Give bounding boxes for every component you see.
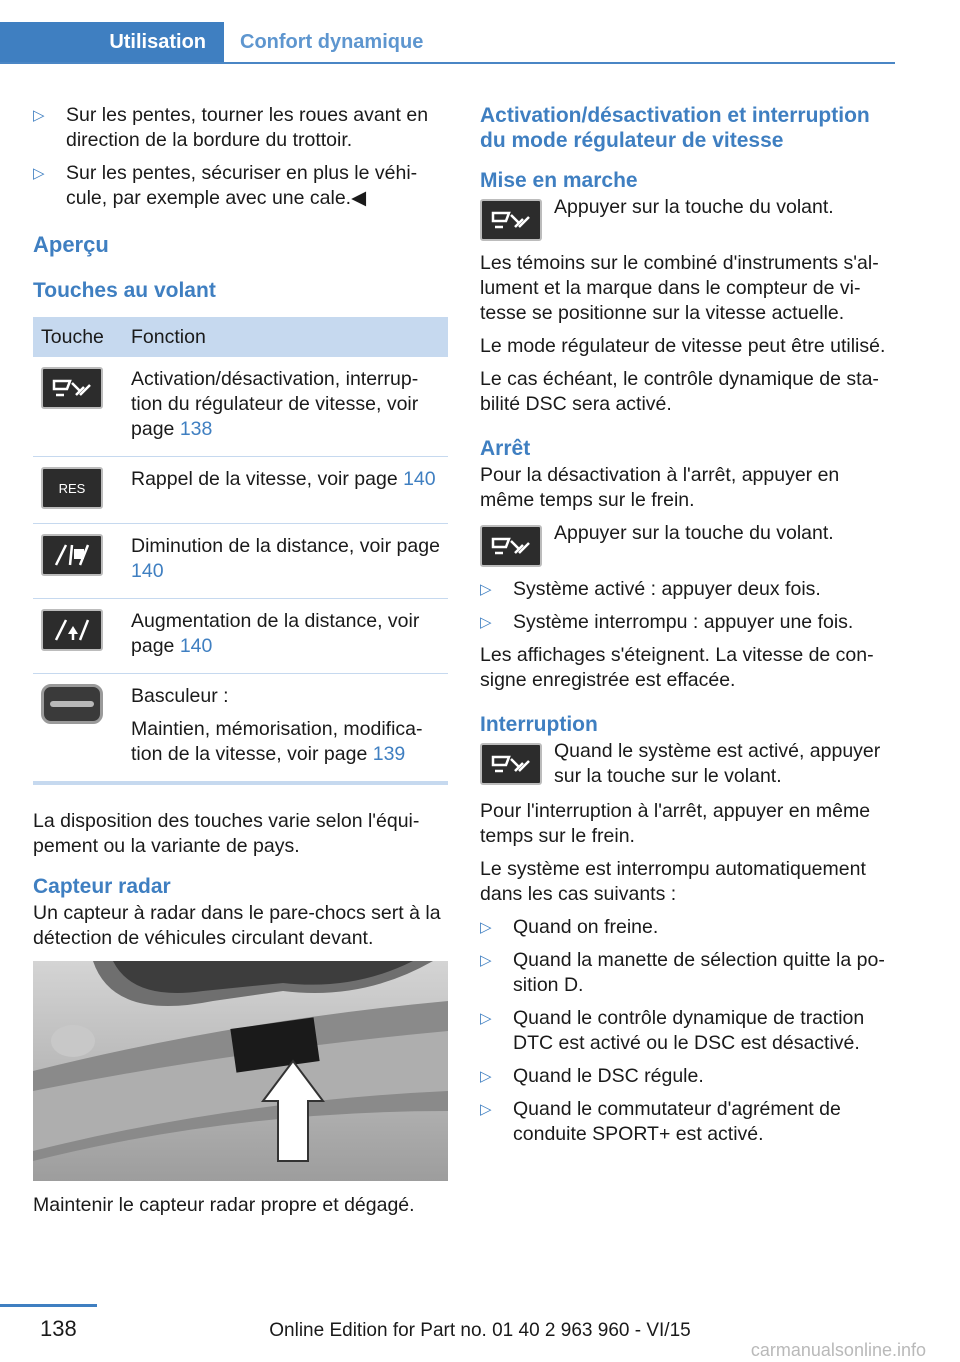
bullet-arrow-icon: ▷ <box>480 614 492 631</box>
list-item <box>480 577 895 602</box>
image-caption: Maintenir le capteur radar propre et dégagé. <box>33 1194 415 1216</box>
paragraph: Le cas échéant, le contrôle dynamique de sta‐bilité DSC sera activé. <box>480 368 879 415</box>
table-row <box>33 599 448 674</box>
subsection-title-radar: Capteur radar <box>33 875 171 898</box>
list-item <box>480 948 895 998</box>
page-link[interactable]: 140 <box>403 468 436 490</box>
res-button-icon <box>41 467 103 509</box>
table-cell-text: Rappel de la vitesse, voir page <box>131 468 404 490</box>
bullet-text: Sur les pentes, tourner les roues avant en direction de la bordure du trottoir. <box>66 104 429 151</box>
tab-confort-dynamique[interactable]: Confort dynamique <box>240 31 424 53</box>
tab-utilisation[interactable]: Utilisation <box>0 22 224 62</box>
list-item <box>480 1006 895 1056</box>
section-title-apercu: Aperçu <box>33 232 109 257</box>
paragraph: Les affichages s'éteignent. La vitesse de con‐signe enregistrée est effacée. <box>480 644 874 691</box>
subsection-title-interruption: Interruption <box>480 713 598 736</box>
page-link[interactable]: 140 <box>179 635 213 657</box>
paragraph: Le système est interrompu automatiquement dans les cas suivants : <box>480 858 866 905</box>
paragraph: Les témoins sur le combiné d'instruments s'al‐lument et la marque dans le compteur de vi‐tesse se positionne sur la vitesse actuelle. <box>480 252 879 324</box>
header-tabbar <box>0 22 895 64</box>
cruise-control-icon <box>480 199 542 241</box>
steering-keys-table <box>33 317 448 785</box>
bullet-text: Système activé : appuyer deux fois. <box>513 578 821 600</box>
section-title-activation: Activation/désactivation et interruption du mode régulateur de vitesse <box>480 104 870 152</box>
table-header-touche: Touche <box>33 317 123 357</box>
bullet-arrow-icon: ▷ <box>480 1068 492 1085</box>
table-cell-text: Diminution de la distance, voir page <box>131 535 440 557</box>
footer-rule <box>0 1304 97 1307</box>
icon-instruction <box>480 521 895 567</box>
paragraph: Un capteur à radar dans le pare-chocs sert à la détection de véhicules circulant devant. <box>33 902 441 949</box>
paragraph: La disposition des touches varie selon l'équi‐pement ou la variante de pays. <box>33 810 420 857</box>
paragraph: Pour la désactivation à l'arrêt, appuyer en même temps sur le frein. <box>480 464 840 511</box>
page-link[interactable]: 139 <box>372 743 406 765</box>
bullet-text: Système interrompu : appuyer une fois. <box>513 611 854 633</box>
icon-instruction <box>480 195 895 241</box>
bullet-arrow-icon: ▷ <box>33 165 45 182</box>
cruise-control-icon <box>480 743 542 785</box>
icon-instruction-text: Quand le système est activé, appuyer sur la touche sur le volant. <box>554 740 881 787</box>
bullet-text: Sur les pentes, sécuriser en plus le véhi‐cule, par exemple avec une cale.◀ <box>66 162 418 209</box>
bullet-arrow-icon: ▷ <box>480 1010 492 1027</box>
table-row <box>33 674 448 784</box>
icon-instruction-text: Appuyer sur la touche du volant. <box>554 522 834 544</box>
subsection-title-touches: Touches au volant <box>33 279 216 302</box>
radar-sensor-image <box>33 961 448 1181</box>
list-item <box>480 915 895 940</box>
table-cell-text: Activation/désactivation, interrup‐tion du régulateur de vitesse, voir page <box>131 368 419 440</box>
list-item <box>33 161 448 211</box>
bullet-arrow-icon: ▷ <box>480 1101 492 1118</box>
list-item <box>480 1064 895 1089</box>
page-link[interactable]: 140 <box>131 560 164 582</box>
cruise-control-icon <box>480 525 542 567</box>
watermark: carmanualsonline.info <box>750 1340 926 1360</box>
icon-instruction-text: Appuyer sur la touche du volant. <box>554 196 834 218</box>
list-item <box>480 1097 895 1147</box>
table-row <box>33 457 448 524</box>
paragraph: Le mode régulateur de vitesse peut être utilisé. <box>480 335 886 357</box>
bullet-text: Quand le commutateur d'agrément de conduite SPORT+ est activé. <box>513 1098 841 1145</box>
bullet-arrow-icon: ▷ <box>33 107 45 124</box>
res-label: RES <box>58 480 86 496</box>
right-column <box>480 103 895 1155</box>
bullet-arrow-icon: ▷ <box>480 919 492 936</box>
table-row <box>33 357 448 457</box>
bullet-arrow-icon: ▷ <box>480 581 492 598</box>
cruise-control-icon <box>41 367 103 409</box>
table-cell-text: Augmentation de la distance, voir page <box>131 610 420 657</box>
table-row <box>33 524 448 599</box>
subsection-title-mise-en-marche: Mise en marche <box>480 169 638 192</box>
bullet-arrow-icon: ▷ <box>480 952 492 969</box>
icon-instruction <box>480 739 895 789</box>
distance-decrease-icon <box>41 534 103 576</box>
table-cell-text: Maintien, mémorisation, modifica‐tion de la vitesse, voir page <box>131 718 423 765</box>
rocker-switch-icon <box>41 684 103 724</box>
list-item <box>480 610 895 635</box>
edition-text: Online Edition for Part no. 01 40 2 963 960 - VI/15 <box>269 1320 691 1341</box>
bullet-text: Quand on freine. <box>513 916 659 938</box>
paragraph: Pour l'interruption à l'arrêt, appuyer en même temps sur le frein. <box>480 800 871 847</box>
page-number: 138 <box>40 1316 77 1341</box>
bullet-text: Quand le contrôle dynamique de traction DTC est activé ou le DSC est désactivé. <box>513 1007 865 1054</box>
distance-increase-icon <box>41 609 103 651</box>
left-column <box>33 103 448 1226</box>
table-header-fonction: Fonction <box>123 317 448 357</box>
list-item <box>33 103 448 153</box>
bullet-text: Quand la manette de sélection quitte la po‐sition D. <box>513 949 885 996</box>
table-cell-text: Basculeur : <box>131 685 229 707</box>
bullet-text: Quand le DSC régule. <box>513 1065 704 1087</box>
subsection-title-arret: Arrêt <box>480 437 531 460</box>
page-link[interactable]: 138 <box>179 418 213 440</box>
